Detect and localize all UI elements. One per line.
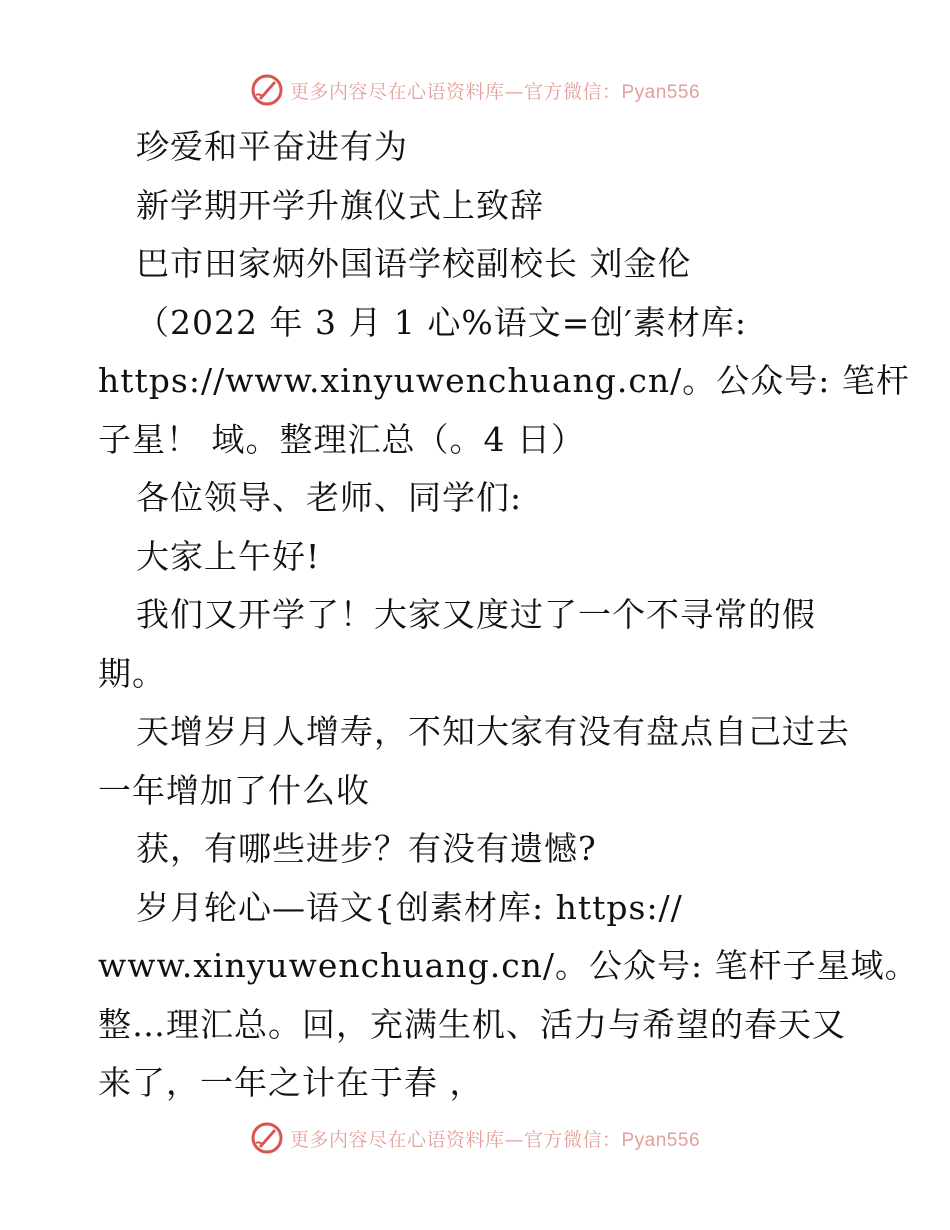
paragraph-line: 子星！ 域。整理汇总（。4 日） [98, 419, 585, 459]
banner-text-main: 更多内容尽在心语资料库—官方微信： [289, 80, 622, 103]
paragraph-line: 岁月轮心—语文{创素材库: https:// [136, 887, 683, 927]
header-banner [0, 70, 950, 110]
paragraph-line: 各位领导、老师、同学们: [136, 478, 523, 517]
paragraph-line: www.xinyuwenchuang.cn/。公众号: 笔杆子星域。 [98, 946, 919, 985]
paragraph-line: 来了，一年之计在于春 ， [98, 1063, 484, 1102]
paragraph-line: 巴市田家炳外国语学校副校长 刘金伦 [136, 244, 692, 283]
paragraph-line: 期。 [98, 653, 166, 693]
quill-logo-icon [250, 1121, 284, 1155]
footer-banner [0, 1118, 950, 1158]
paragraph-line: 我们又开学了！大家又度过了一个不寻常的假 [136, 595, 816, 634]
quill-logo-icon [250, 73, 284, 107]
paragraph-line: 获，有哪些进步？有没有遗憾? [136, 829, 597, 868]
paragraph-line: 新学期开学升旗仪式上致辞 [136, 185, 544, 225]
paragraph-line: 珍爱和平奋进有为 [136, 127, 408, 166]
paragraph-line: 大家上午好! [136, 536, 321, 576]
paragraph-line: （2022 年 3 月 1 心%语文=创′素材库: [136, 302, 748, 342]
banner-text-main: 更多内容尽在心语资料库—官方微信： [289, 1128, 622, 1151]
paragraph-line: 一年增加了什么收 [98, 770, 370, 810]
banner-text [290, 1125, 700, 1152]
paragraph-line: 整…理汇总。回，充满生机、活力与希望的春天又 [98, 1004, 846, 1044]
banner-text [290, 77, 700, 104]
banner-account: Pyan556 [621, 1129, 701, 1151]
paragraph-line: 天增岁月人增寿，不知大家有没有盘点自己过去 [136, 712, 850, 751]
banner-account: Pyan556 [621, 81, 701, 103]
paragraph-line: https://www.xinyuwenchuang.cn/。公众号: 笔杆 [98, 361, 910, 400]
document-body [98, 118, 919, 1113]
